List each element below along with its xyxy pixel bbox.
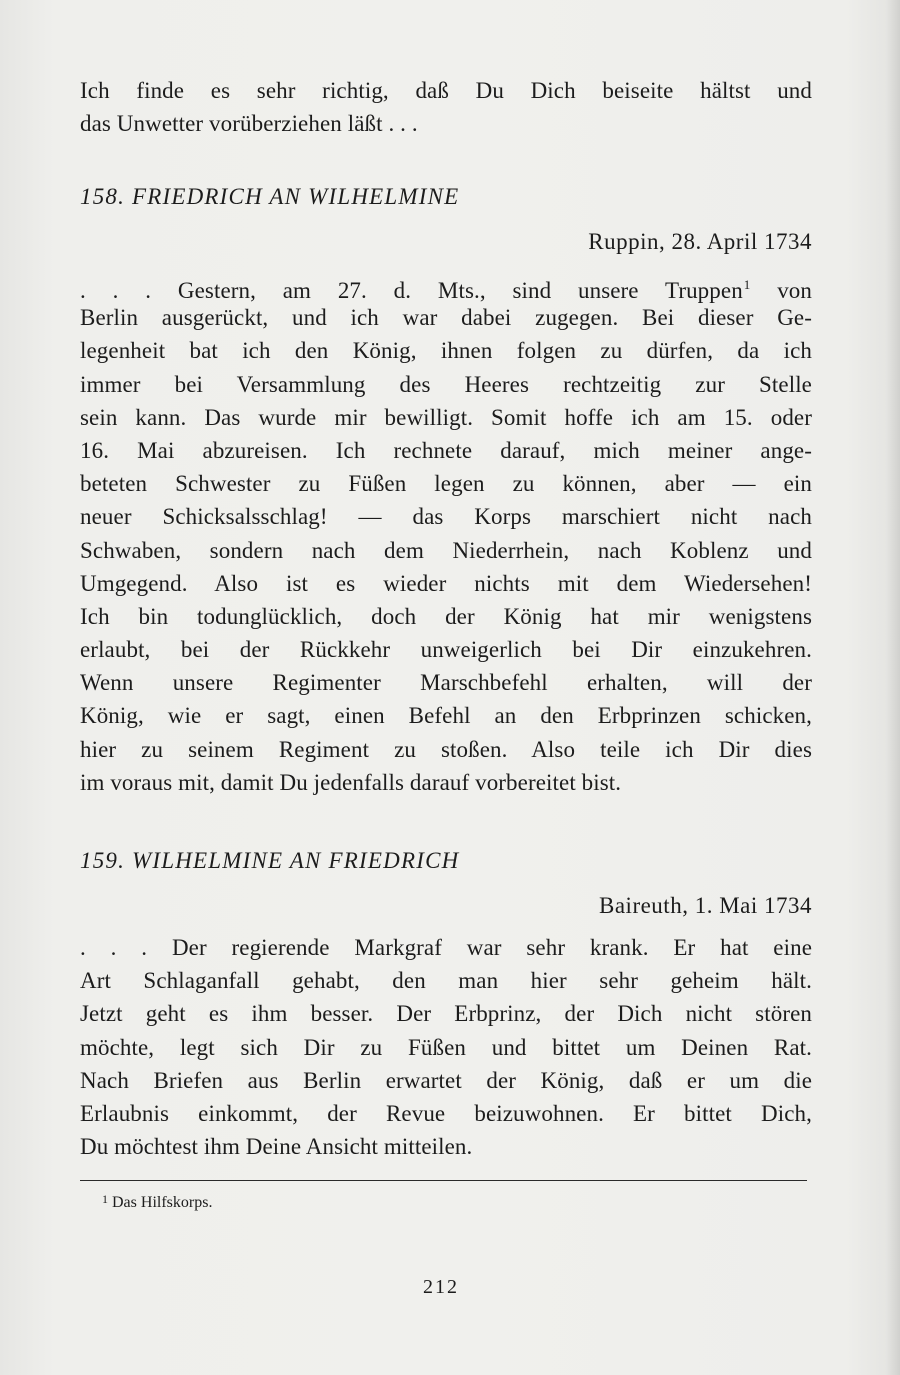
intro-line-2: das Unwetter vorüberziehen läßt . . . [80, 111, 418, 137]
letter-158-line: sein kann. Das wurde mir bewilligt. Somit hoffe ich am 15. oder [80, 404, 812, 430]
letter-158-line: hier zu seinem Regiment zu stoßen. Also teile ich Dir dies [80, 736, 812, 762]
letter-159-dateline: Baireuth, 1. Mai 1734 [599, 893, 812, 918]
letter-159-line: Du möchtest ihm Deine Ansicht mitteilen. [80, 1134, 473, 1160]
letter-158-line: immer bei Versammlung des Heeres rechtzeitig zur Stelle [80, 371, 812, 397]
letter-159-line: möchte, legt sich Dir zu Füßen und bittet um Deinen Rat. [80, 1034, 812, 1060]
letter-158-line: König, wie er sagt, einen Befehl an den Erbprinzen schicken, [80, 703, 812, 729]
letter-158-line-1-text: . . . Gestern, am 27. d. Mts., sind unsere Truppen [80, 278, 743, 303]
letter-159-body [80, 931, 812, 1163]
footnote-rule [80, 1180, 807, 1181]
footnote [102, 1192, 212, 1212]
letter-158-heading: 158. FRIEDRICH AN WILHELMINE [80, 184, 460, 209]
footnote-reference: 1 [743, 277, 751, 292]
letter-158-line-1-end: von [750, 278, 812, 303]
letter-158-line-1 [80, 268, 812, 301]
letter-158-dateline: Ruppin, 28. April 1734 [588, 229, 812, 254]
intro-paragraph [80, 74, 812, 140]
letter-159-line: Erlaubnis einkommt, der Revue beizuwohnen. Er bittet Dich, [80, 1100, 812, 1126]
letter-158-line: im voraus mit, damit Du jedenfalls darauf vorbereitet bist. [80, 769, 622, 795]
letter-158-line: Schwaben, sondern nach dem Niederrhein, nach Koblenz und [80, 537, 812, 563]
letter-158-line: 16. Mai abzureisen. Ich rechnete darauf, mich meiner ange- [80, 437, 812, 463]
footnote-text: Das Hilfskorps. [112, 1194, 213, 1211]
letter-159-line: Jetzt geht es ihm besser. Der Erbprinz, der Dich nicht stören [80, 1001, 812, 1027]
letter-159-line: . . . Der regierende Markgraf war sehr krank. Er hat eine [80, 935, 812, 960]
letter-158-line: erlaubt, bei der Rückkehr unweigerlich bei Dir einzukehren. [80, 637, 812, 663]
page-edge-shadow [886, 0, 900, 1375]
letter-158-line: beteten Schwester zu Füßen legen zu können, aber — ein [80, 471, 812, 497]
letter-158-line: Wenn unsere Regimenter Marschbefehl erhalten, will der [80, 670, 812, 696]
letter-158-line: Berlin ausgerückt, und ich war dabei zugegen. Bei dieser Ge- [80, 305, 812, 331]
footnote-marker: 1 [102, 1192, 108, 1206]
letter-158-line: legenheit bat ich den König, ihnen folgen zu dürfen, da ich [80, 338, 812, 364]
letter-158-line: Umgegend. Also ist es wieder nichts mit dem Wiedersehen! [80, 570, 812, 596]
intro-line-1: Ich finde es sehr richtig, daß Du Dich beiseite hältst und [80, 78, 812, 103]
letter-158-line: Ich bin todunglücklich, doch der König hat mir wenigstens [80, 603, 812, 629]
page-number: 212 [423, 1276, 459, 1298]
letter-159-line: Nach Briefen aus Berlin erwartet der König, daß er um die [80, 1067, 812, 1093]
letter-158-line: neuer Schicksalsschlag! — das Korps marschiert nicht nach [80, 504, 812, 530]
letter-158-body [80, 268, 812, 799]
letter-159-heading: 159. WILHELMINE AN FRIEDRICH [80, 848, 460, 873]
letter-159-line: Art Schlaganfall gehabt, den man hier sehr geheim hält. [80, 968, 812, 994]
